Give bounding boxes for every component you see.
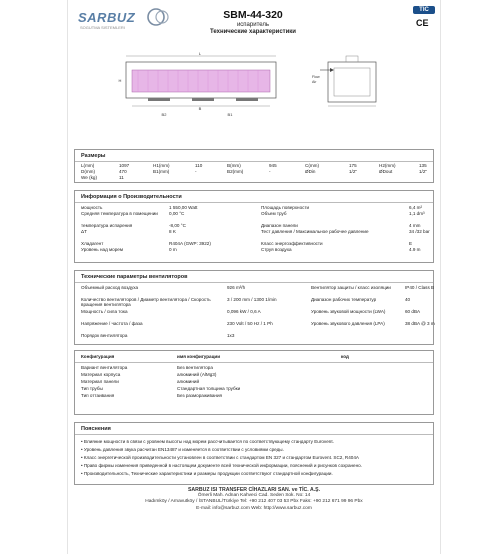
- cell-text: B2(mm): [227, 169, 244, 174]
- brand-mark-icon: [146, 5, 172, 29]
- cell-text: Вентилятор защиты / класс изоляции: [311, 285, 391, 290]
- note-item: • Класс энергетической производительности установлен в соответствии с стандартом EN 327 и стандартом Eurovent. SC2, R404A: [81, 455, 359, 460]
- perf-row-5: [81, 241, 211, 246]
- cell-text: L(mm): [81, 163, 95, 168]
- brand-logo: SARBUZ: [78, 10, 136, 25]
- dimensions-title: Размеры: [81, 153, 106, 159]
- cell-text: 11: [119, 175, 124, 180]
- cell-text: 3 / 200 mm / 1300 1/min: [227, 297, 277, 302]
- config-row: [81, 393, 223, 398]
- cell-text: 175: [349, 163, 357, 168]
- dim-row-3: [81, 175, 124, 180]
- cell-text: 110: [195, 163, 203, 168]
- cell-text: 926 m³/h: [227, 285, 246, 290]
- cell-text: Материал панели: [81, 379, 119, 384]
- model-title: SBM-44-320: [223, 9, 283, 21]
- cell-text: C(mm): [305, 163, 320, 168]
- dim-label-h: H: [118, 78, 122, 83]
- cell-text: Тип оттаивания: [81, 393, 115, 398]
- perf-right-4: [261, 229, 430, 234]
- fan-row-4: [81, 321, 273, 326]
- cell-text: Уровень звуковой мощности (LWA): [311, 309, 386, 314]
- dim-label-l: L: [198, 51, 202, 56]
- doc-subtitle: Технические характеристики: [209, 29, 296, 35]
- cell-text: 4 mm: [409, 223, 421, 228]
- cell-text: 135: [419, 163, 427, 168]
- cell-text: B(mm): [227, 163, 241, 168]
- fan-row-5: [81, 333, 235, 338]
- cell-text: Порядок вентилятора: [81, 333, 128, 338]
- perf-row-1: [81, 205, 198, 210]
- fan-row-2: [81, 297, 277, 308]
- dim-row-1: [81, 163, 427, 168]
- performance-section: [74, 190, 434, 263]
- cell-text: IP40 / Class B: [405, 285, 435, 290]
- cell-text: Уровень над морем: [81, 247, 124, 252]
- cell-text: 1/2": [349, 169, 358, 174]
- fan-right-1: [311, 285, 435, 290]
- cell-text: We (kg): [81, 175, 97, 180]
- perf-row-6: [81, 247, 177, 252]
- cell-text: Тест давления / Максимальное рабочее давление: [261, 229, 369, 234]
- perf-row-4: [81, 229, 176, 234]
- cell-text: Тип трубы: [81, 386, 103, 391]
- fan-row-3: [81, 309, 261, 314]
- cell-text: Без вентилятора: [177, 365, 213, 370]
- config-row: [81, 386, 241, 391]
- product-type: испаритель: [236, 22, 270, 28]
- dim-label-b: B: [198, 106, 202, 111]
- cell-text: 60 dBA: [405, 309, 421, 314]
- header: [68, 0, 440, 46]
- cell-text: ØDout: [379, 169, 393, 174]
- cell-text: Диапазон рабочих температур: [311, 297, 377, 302]
- cell-text: Напряжение / частота / фаза: [81, 321, 143, 326]
- cell-text: 1,1 dm³: [409, 211, 425, 216]
- fan-right-3: [311, 309, 421, 314]
- cell-text: Количество вентиляторов / Диаметр вентилятора / Скорость вращения вентилятора: [81, 297, 211, 308]
- config-row: [81, 372, 217, 377]
- cell-text: Мощность / сила тока: [81, 309, 128, 314]
- cell-text: 0,00 °C: [169, 211, 185, 216]
- notes-title: Пояснения: [81, 426, 111, 432]
- fans-section: [74, 270, 434, 345]
- cell-text: Без размораживания: [177, 393, 223, 398]
- perf-row-2: [81, 211, 185, 216]
- footer-phone: Hadımköy / Arnavutköy / İSTANBUL/Türkiye Tel: +90 212 407 03 53 Pbx Faks: +90 212 671 99 96 Pbx: [145, 499, 363, 505]
- cell-text: алюминий: [177, 379, 200, 384]
- tic-logo: TIC: [413, 6, 435, 14]
- cell-text: Класс энергоэффективности: [261, 241, 323, 246]
- perf-right-6: [261, 247, 421, 252]
- cell-text: Хладагент: [81, 241, 104, 246]
- cell-text: 1 550,00 Watt: [169, 205, 198, 210]
- cell-text: Уровень звукового давления (LPA): [311, 321, 385, 326]
- cell-text: 40: [405, 297, 411, 302]
- config-row: [81, 365, 213, 370]
- perf-right-5: [261, 241, 413, 246]
- cell-text: B1(mm): [153, 169, 170, 174]
- cell-text: -8,00 °C: [169, 223, 186, 228]
- dimensions-section: [74, 149, 434, 183]
- fan-right-2: [311, 297, 411, 302]
- perf-right-2: [261, 211, 425, 216]
- cell-text: Вариант вентилятора: [81, 365, 128, 370]
- cell-text: имя конфигурации: [177, 354, 221, 359]
- cell-text: ØDin: [305, 169, 316, 174]
- cell-text: 6,4 m²: [409, 205, 423, 210]
- datasheet-page: [68, 0, 440, 554]
- cell-text: -: [195, 169, 197, 174]
- technical-drawing: [68, 50, 440, 142]
- fans-title: Технические параметры вентиляторов: [81, 274, 188, 280]
- cell-text: алюминий (AlMg3): [177, 372, 217, 377]
- cell-text: Материал корпуса: [81, 372, 121, 377]
- notes-section: [74, 422, 434, 485]
- cell-text: -: [269, 169, 271, 174]
- cell-text: код: [341, 354, 349, 359]
- cell-text: Струя воздуха: [261, 247, 292, 252]
- config-section: [74, 350, 434, 415]
- cell-text: Средняя температура в помещении: [81, 211, 158, 216]
- brand-tagline: SOGUTMA SISTEMLERI: [80, 25, 125, 30]
- cell-text: 0,096 kW / 0,6 A: [227, 309, 261, 314]
- cell-text: 945: [269, 163, 277, 168]
- air-label-1: Flow: [312, 75, 320, 79]
- cell-text: температура испарения: [81, 223, 133, 228]
- performance-title: Информация о Производительности: [81, 194, 182, 200]
- cell-text: 38 dBA @ 3 m: [405, 321, 435, 326]
- cell-text: 8 K: [169, 229, 176, 234]
- fan-right-4: [311, 321, 435, 326]
- note-item: • Право фирмы изменения приведенной в настоящем документе всей технической информации, пояснений и рисунков сохранено.: [81, 463, 362, 468]
- note-item: • Производительность, Технические характеристики и размеры продукции соответствуют стандартной конфигурации.: [81, 471, 333, 476]
- cell-text: 1/2": [419, 169, 428, 174]
- cell-text: Объемный расход воздуха: [81, 285, 139, 290]
- dim-label-b2: B2: [161, 112, 167, 117]
- footer-company: SARBUZ ISI TRANSFER CİHAZLARI SAN. ve TİC. A.Ş.: [187, 487, 321, 493]
- footer-contact: E-mail: info@sarbuz.com Web: http://www.sarbuz.com: [196, 505, 312, 511]
- cell-text: D(mm): [81, 169, 96, 174]
- cell-text: 1x3: [227, 333, 235, 338]
- cell-text: H1(mm): [153, 163, 170, 168]
- footer: [68, 487, 440, 512]
- fan-row-1: [81, 285, 246, 290]
- note-item: • Уровень давления звука расчитан EN13487 и изменяется в соответствии с условиями среды.: [81, 447, 284, 452]
- config-row: [81, 379, 200, 384]
- cell-text: Площадь поверхности: [261, 205, 310, 210]
- cell-text: R404A (GWP: 3922): [169, 241, 211, 246]
- note-item: • Влияние мощности в связи с уровнем высоты над морем рассчитывается по соответствующему стандарту Eurovent.: [81, 439, 334, 444]
- cell-text: Стандартная толщина трубки: [177, 386, 241, 391]
- dim-row-2: [81, 169, 428, 174]
- dim-label-b1: B1: [227, 112, 233, 117]
- cell-text: 1097: [119, 163, 130, 168]
- cell-text: Объем труб: [261, 211, 287, 216]
- cell-text: H2(mm): [379, 163, 396, 168]
- cell-text: 470: [119, 169, 127, 174]
- ce-mark: CE: [416, 18, 429, 28]
- cell-text: 0 m: [169, 247, 177, 252]
- cell-text: 34 /32 bar: [409, 229, 430, 234]
- cell-text: E: [409, 241, 413, 246]
- cell-text: 4.9 m: [409, 247, 421, 252]
- perf-right-1: [261, 205, 423, 210]
- cell-text: 230 Volt / 50 Hz / 1 Ph: [227, 321, 273, 326]
- footer-address: Ömerli Mah. Adnan Kahveci Cad. Seden Sok. No: 14: [197, 493, 311, 499]
- config-header: [81, 354, 349, 359]
- perf-right-3: [261, 223, 421, 228]
- perf-row-3: [81, 223, 186, 228]
- air-label-2: Air: [312, 80, 317, 84]
- cell-text: ΔT: [81, 229, 87, 234]
- cell-text: Диапазон панели: [261, 223, 298, 228]
- cell-text: Конфигурация: [81, 354, 115, 359]
- cell-text: мощность: [81, 205, 103, 210]
